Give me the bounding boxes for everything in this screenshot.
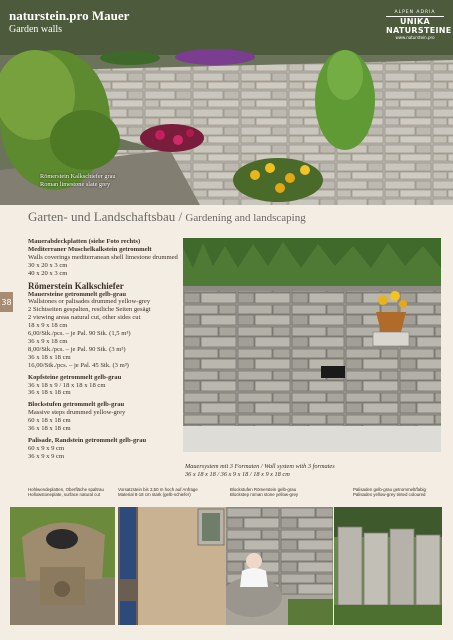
product-text-line: Walls coverings mediterranean shell limestone drummed (28, 253, 178, 261)
section-title-de: Garten- und Landschaftsbau / (28, 209, 183, 224)
header-subtitle: Garden walls (9, 24, 63, 35)
thumb-caption-line: Blockstufen Römerstein gelb-grau (230, 487, 297, 492)
product-text-line: 30 x 20 x 3 cm (28, 261, 68, 269)
product-text-line: Mediterraner Muschelkalkstein getrommelt (28, 245, 152, 253)
header-title: naturstein.pro Mauer (9, 8, 130, 23)
thumb-caption-line: Palisades yellow-grey tinted coloured (353, 492, 426, 498)
thumb-photo-palisades (334, 507, 442, 625)
product-text-line: 2 Sichtseiten gespalten, restliche Seiten gesägt (28, 306, 151, 314)
thumb-photo-facade (118, 507, 228, 625)
product-text-line: Mauersteine getrommelt gelb-grau (28, 290, 127, 298)
product-text-line: 8,00/Stk./pcs. – je Pal. 90 Stk. (3 m³) (28, 345, 126, 353)
thumb-caption-3 (230, 487, 298, 498)
logo-main-text: UNIKA NATURSTEINE (386, 17, 452, 35)
thumb-caption-4 (353, 487, 426, 498)
product-text-line: 36 x 18 x 18 cm (28, 353, 71, 361)
logo-url: www.naturstein.pro (395, 35, 435, 40)
wall-caption (185, 463, 335, 479)
product-text-line: Palisade, Randstein getrommelt gelb-grau (28, 436, 147, 444)
product-text-line: Mauerabdeckplatten (siehe Foto rechts) (28, 238, 141, 245)
product-text-line: 36 x 18 x 18 cm (28, 389, 71, 397)
product-text-line: 18 x 9 x 18 cm (28, 322, 68, 330)
thumb-caption-line: Hohlwendeplatten, Oberfläche spaltrau (28, 487, 104, 492)
thumb-photo-blockstep (226, 507, 333, 625)
product-text-line: Wallstones or palisades drummed yellow-grey (28, 298, 151, 306)
thumb-caption-line: Palisaden gelb-grau getrommelt/fabig (353, 487, 426, 492)
section-title-en: Gardening and landscaping (185, 212, 306, 224)
logo-top-text: ALPEN ADRIA (386, 10, 444, 17)
thumb-caption-line: Vorsatzstein bis 3,50 m hoch auf Anfrage (118, 487, 198, 492)
hero-caption-line: Römerstein Kalkschiefer grau (40, 173, 116, 180)
hero-caption-line: Roman limestone slate grey (40, 181, 111, 188)
product-text-line: 60 x 18 x 18 cm (28, 417, 71, 425)
thumb-caption-line: Hollowstoneplate, surface natural cut (28, 492, 100, 498)
thumb-caption-line: Blockstep roman stone yellow-grey (230, 492, 299, 498)
wall-caption-line: 36 x 18 x 18 / 36 x 9 x 18 / 18 x 9 x 18 cm (185, 471, 290, 478)
product-text-line: 36 x 18 x 9 / 18 x 18 x 18 cm (28, 381, 106, 389)
product-text-line: 36 x 18 x 18 cm (28, 425, 71, 433)
brand-logo (386, 10, 452, 40)
product-subheading: Römerstein Kalkschiefer (28, 280, 124, 291)
thumb-photo-hollowstone (10, 507, 115, 625)
product-text-line: 2 viewing areas natural cut, other sides cut (28, 314, 141, 322)
product-text-line: 6,00/Stk./pcs. – je Pal. 90 Stk. (1,5 m³) (28, 330, 131, 338)
hero-caption (40, 173, 116, 189)
product-text-line: Massive steps drummed yellow-grey (28, 409, 126, 417)
product-text-line: 60 x 9 x 9 cm (28, 444, 65, 452)
wall-system-photo (183, 238, 441, 452)
thumb-caption-line: Material 8-18 cm stark (gelb-schiefer) (118, 492, 191, 498)
product-text-line: Kopfsteine getrommelt gelb-grau (28, 373, 122, 381)
page-header (9, 8, 129, 37)
page-number: 38 (0, 292, 13, 312)
wall-caption-line: Mauersystem mit 3 Formaten / Wall system with 3 formates (185, 463, 335, 470)
thumb-caption-2 (118, 487, 198, 498)
product-text-line: 36 x 9 x 18 cm (28, 337, 68, 345)
product-text-line: 36 x 9 x 9 cm (28, 452, 65, 460)
product-text-line: Blockstufen getrommelt gelb-grau (28, 401, 125, 409)
product-text-line: 16,00/Stk./pcs. – je Pal. 45 Stk. (3 m³) (28, 361, 129, 369)
product-text-line: 40 x 20 x 3 cm (28, 269, 68, 277)
product-description (28, 238, 186, 461)
section-title (28, 209, 306, 225)
thumb-caption-1 (28, 487, 104, 498)
